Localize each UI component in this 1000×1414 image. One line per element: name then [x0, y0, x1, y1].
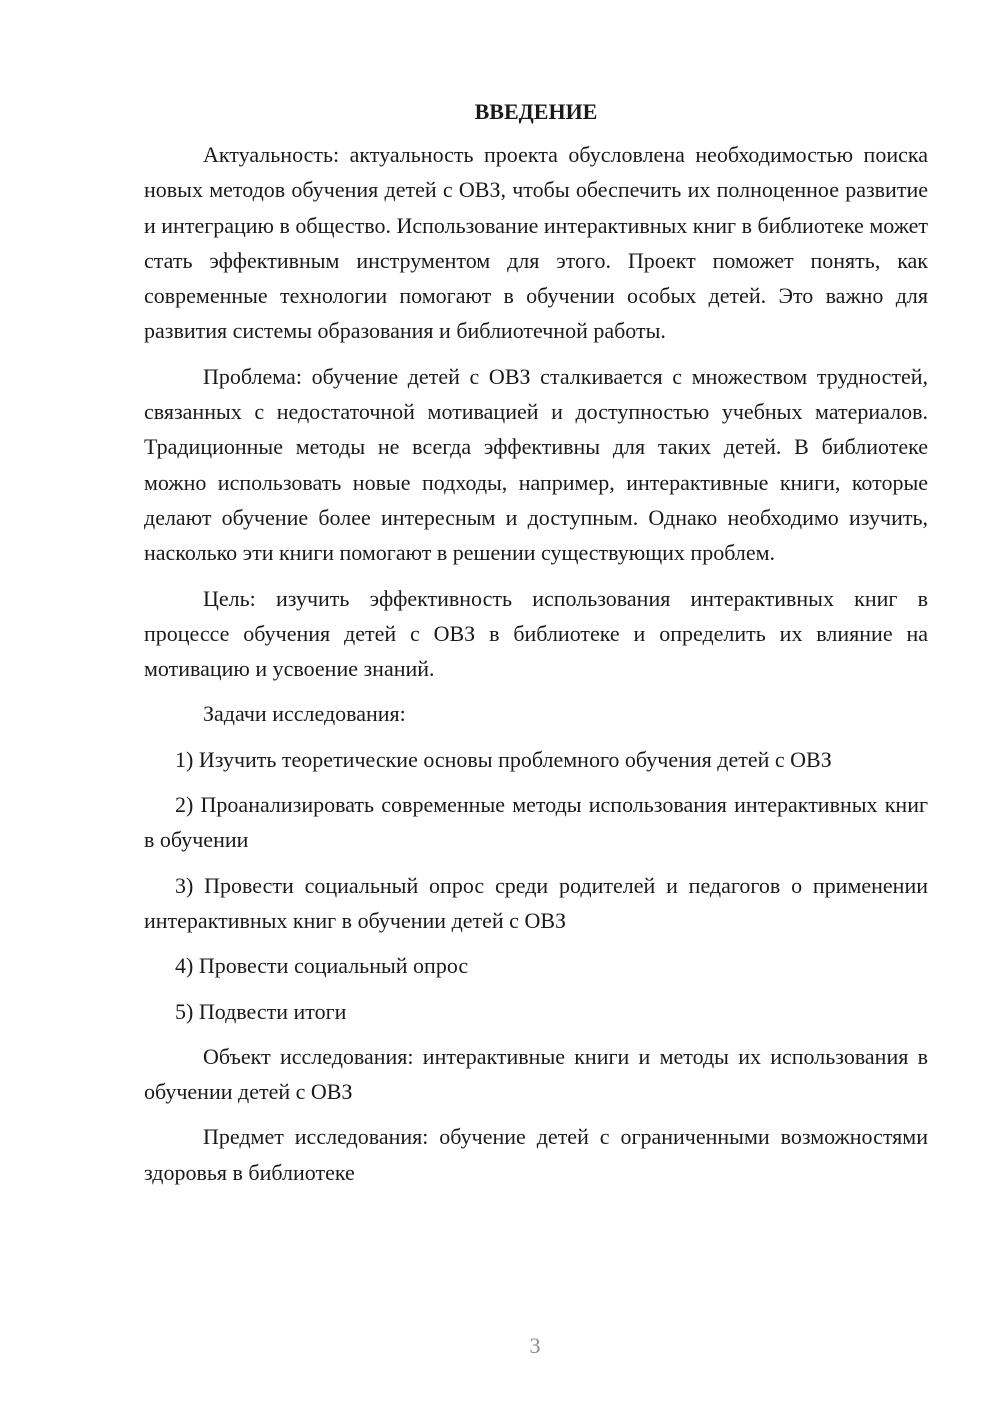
- task-item-4: 4) Провести социальный опрос: [175, 953, 469, 979]
- paragraph-problem: Проблема: обучение детей с ОВЗ сталкивается с множеством трудностей, связанных с недостаточной мотивацией и доступностью учебных материалов. Традиционные методы не всегда эффективны для таких детей. В библиотеке можно использовать новые подходы, например, интерактивные книги, которые делают обучение более интересным и доступным. Однако необходимо изучить, насколько эти книги помогают в решении существующих проблем.: [144, 363, 928, 566]
- document-page: [144, 96, 928, 1200]
- paragraph-relevance: Актуальность: актуальность проекта обусловлена необходимостью поиска новых методов обучения детей с ОВЗ, чтобы обеспечить их полноценное развитие и интеграцию в общество. Использование интерактивных книг в библиотеке может стать эффективным инструментом для этого. Проект поможет понять, как современные технологии помогают в обучении особых детей. Это важно для развития системы образования и библиотечной работы.: [144, 142, 928, 344]
- task-item-3: 3) Провести социальный опрос среди родителей и педагогов о применении интерактивных книг в обучении детей с ОВЗ: [144, 872, 928, 933]
- task-item-2: 2) Проанализировать современные методы использования интерактивных книг в обучении: [144, 792, 928, 853]
- task-item-1: 1) Изучить теоретические основы проблемного обучения детей с ОВЗ: [175, 746, 832, 772]
- section-title: ВВЕДЕНИЕ: [474, 99, 598, 124]
- page-number: 3: [529, 1333, 541, 1358]
- paragraph-goal: Цель: изучить эффективность использования интерактивных книг в процессе обучения детей с ОВЗ в библиотеке и определить их влияние на мотивацию и усвоение знаний.: [144, 585, 928, 682]
- paragraph-subject: Предмет исследования: обучение детей с ограниченными возможностями здоровья в библиотеке: [144, 1124, 928, 1185]
- paragraph-object: Объект исследования: интерактивные книги и методы их использования в обучении детей с ОВЗ: [144, 1043, 928, 1105]
- task-item-5: 5) Подвести итоги: [175, 998, 347, 1024]
- tasks-heading: Задачи исследования:: [203, 701, 406, 727]
